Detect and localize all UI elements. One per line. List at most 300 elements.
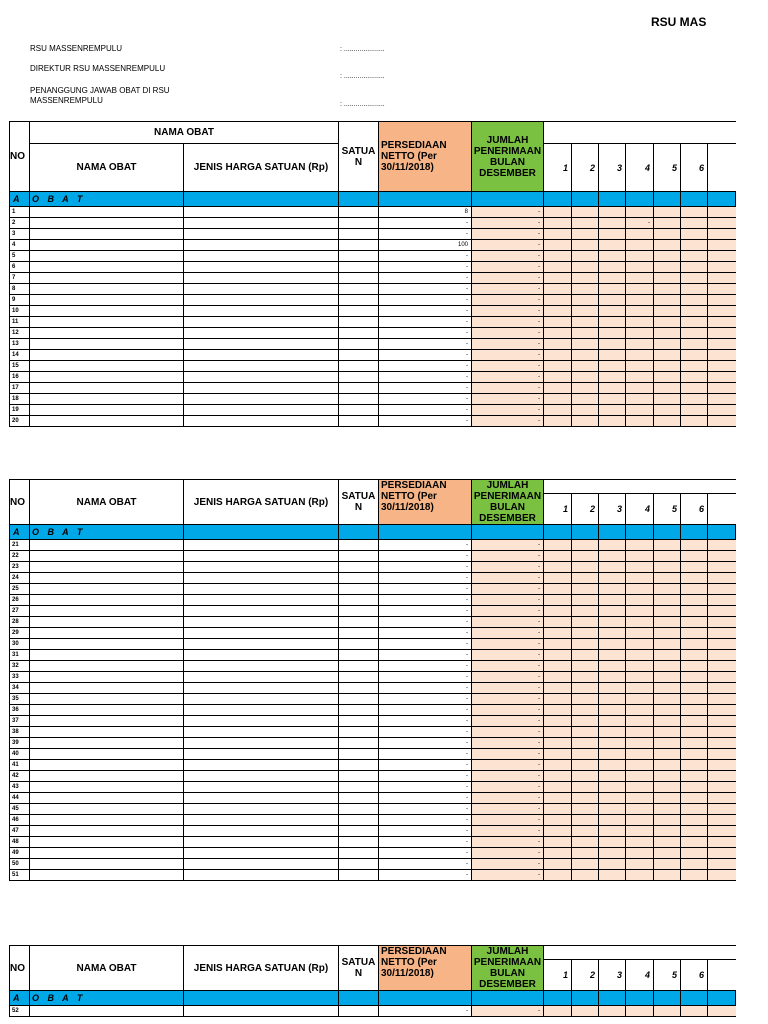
cell-day-7[interactable] bbox=[708, 815, 736, 826]
cell-day-3[interactable] bbox=[599, 672, 626, 683]
cell-day-6[interactable] bbox=[681, 584, 708, 595]
cell-day-2[interactable] bbox=[572, 606, 599, 617]
cell-penerimaan[interactable]: - bbox=[472, 793, 544, 804]
cell-day-2[interactable] bbox=[572, 672, 599, 683]
cell-jenis-harga[interactable] bbox=[184, 361, 339, 372]
cell-day-6[interactable] bbox=[681, 350, 708, 361]
cell-day-4[interactable] bbox=[626, 749, 654, 760]
cell-day-6[interactable] bbox=[681, 394, 708, 405]
cell-day-6[interactable] bbox=[681, 295, 708, 306]
cell-day-6[interactable] bbox=[681, 859, 708, 870]
cell-day-1[interactable] bbox=[544, 760, 572, 771]
cell-day-3[interactable] bbox=[599, 870, 626, 881]
cell-nama-obat[interactable] bbox=[30, 350, 184, 361]
cell-day-6[interactable] bbox=[681, 804, 708, 815]
cell-day-1[interactable] bbox=[544, 1006, 572, 1017]
cell-nama-obat[interactable] bbox=[30, 826, 184, 837]
cell-day-2[interactable] bbox=[572, 716, 599, 727]
cell-day-7[interactable] bbox=[708, 870, 736, 881]
cell-satuan[interactable] bbox=[339, 628, 379, 639]
cell-satuan[interactable] bbox=[339, 738, 379, 749]
cell-penerimaan[interactable]: - bbox=[472, 771, 544, 782]
cell-persediaan[interactable]: - bbox=[379, 350, 472, 361]
cell-jenis-harga[interactable] bbox=[184, 306, 339, 317]
cell-nama-obat[interactable] bbox=[30, 405, 184, 416]
cell-day-2[interactable] bbox=[572, 837, 599, 848]
cell-day-1[interactable] bbox=[544, 683, 572, 694]
cell-penerimaan[interactable]: - bbox=[472, 617, 544, 628]
cell-day-7[interactable] bbox=[708, 295, 736, 306]
cell-nama-obat[interactable] bbox=[30, 848, 184, 859]
cell-persediaan[interactable]: - bbox=[379, 804, 472, 815]
cell-day-7[interactable] bbox=[708, 372, 736, 383]
cell-day-5[interactable] bbox=[654, 306, 681, 317]
cell-penerimaan[interactable]: - bbox=[472, 273, 544, 284]
cell-day-4[interactable] bbox=[626, 837, 654, 848]
cell-day-3[interactable] bbox=[599, 383, 626, 394]
cell-persediaan[interactable]: - bbox=[379, 295, 472, 306]
cell-day-7[interactable] bbox=[708, 540, 736, 551]
cell-day-4[interactable] bbox=[626, 617, 654, 628]
cell-day-5[interactable] bbox=[654, 738, 681, 749]
cell-penerimaan[interactable]: - bbox=[472, 416, 544, 427]
cell-day-1[interactable] bbox=[544, 826, 572, 837]
cell-day-7[interactable] bbox=[708, 650, 736, 661]
cell-day-6[interactable] bbox=[681, 683, 708, 694]
cell-day-3[interactable] bbox=[599, 361, 626, 372]
cell-penerimaan[interactable]: - bbox=[472, 606, 544, 617]
cell-day-2[interactable] bbox=[572, 793, 599, 804]
cell-penerimaan[interactable]: - bbox=[472, 240, 544, 251]
cell-day-6[interactable] bbox=[681, 793, 708, 804]
cell-satuan[interactable] bbox=[339, 562, 379, 573]
cell-day-1[interactable] bbox=[544, 617, 572, 628]
cell-day-3[interactable] bbox=[599, 683, 626, 694]
cell-day-5[interactable] bbox=[654, 540, 681, 551]
cell-day-3[interactable] bbox=[599, 273, 626, 284]
cell-day-6[interactable] bbox=[681, 628, 708, 639]
cell-day-7[interactable] bbox=[708, 606, 736, 617]
cell-persediaan[interactable]: - bbox=[379, 848, 472, 859]
cell-day-6[interactable] bbox=[681, 837, 708, 848]
cell-day-4[interactable]: - bbox=[626, 218, 654, 229]
cell-day-2[interactable] bbox=[572, 826, 599, 837]
cell-jenis-harga[interactable] bbox=[184, 749, 339, 760]
cell-day-4[interactable] bbox=[626, 595, 654, 606]
cell-day-5[interactable] bbox=[654, 650, 681, 661]
cell-day-5[interactable] bbox=[654, 716, 681, 727]
cell-nama-obat[interactable] bbox=[30, 606, 184, 617]
cell-satuan[interactable] bbox=[339, 317, 379, 328]
cell-day-4[interactable] bbox=[626, 295, 654, 306]
cell-day-5[interactable] bbox=[654, 273, 681, 284]
cell-day-6[interactable] bbox=[681, 551, 708, 562]
cell-day-6[interactable] bbox=[681, 782, 708, 793]
cell-jenis-harga[interactable] bbox=[184, 628, 339, 639]
cell-day-2[interactable] bbox=[572, 870, 599, 881]
cell-penerimaan[interactable]: - bbox=[472, 551, 544, 562]
cell-nama-obat[interactable] bbox=[30, 372, 184, 383]
cell-penerimaan[interactable]: - bbox=[472, 815, 544, 826]
cell-day-4[interactable] bbox=[626, 716, 654, 727]
cell-day-3[interactable] bbox=[599, 837, 626, 848]
cell-jenis-harga[interactable] bbox=[184, 848, 339, 859]
cell-satuan[interactable] bbox=[339, 361, 379, 372]
cell-day-6[interactable] bbox=[681, 661, 708, 672]
cell-day-6[interactable] bbox=[681, 815, 708, 826]
cell-day-3[interactable] bbox=[599, 848, 626, 859]
cell-day-3[interactable] bbox=[599, 705, 626, 716]
cell-penerimaan[interactable]: - bbox=[472, 661, 544, 672]
cell-day-5[interactable] bbox=[654, 782, 681, 793]
cell-day-6[interactable] bbox=[681, 738, 708, 749]
cell-day-2[interactable] bbox=[572, 760, 599, 771]
cell-day-7[interactable] bbox=[708, 207, 736, 218]
cell-persediaan[interactable]: - bbox=[379, 551, 472, 562]
cell-jenis-harga[interactable] bbox=[184, 760, 339, 771]
cell-persediaan[interactable]: - bbox=[379, 727, 472, 738]
cell-persediaan[interactable]: - bbox=[379, 306, 472, 317]
cell-day-2[interactable] bbox=[572, 229, 599, 240]
cell-day-7[interactable] bbox=[708, 361, 736, 372]
cell-nama-obat[interactable] bbox=[30, 870, 184, 881]
cell-day-4[interactable] bbox=[626, 727, 654, 738]
cell-day-3[interactable] bbox=[599, 416, 626, 427]
cell-day-3[interactable] bbox=[599, 573, 626, 584]
cell-nama-obat[interactable] bbox=[30, 683, 184, 694]
cell-day-7[interactable] bbox=[708, 551, 736, 562]
cell-day-7[interactable] bbox=[708, 793, 736, 804]
cell-day-4[interactable] bbox=[626, 383, 654, 394]
cell-day-7[interactable] bbox=[708, 229, 736, 240]
cell-day-5[interactable] bbox=[654, 207, 681, 218]
cell-satuan[interactable] bbox=[339, 782, 379, 793]
cell-day-6[interactable] bbox=[681, 306, 708, 317]
cell-satuan[interactable] bbox=[339, 617, 379, 628]
cell-nama-obat[interactable] bbox=[30, 815, 184, 826]
cell-nama-obat[interactable] bbox=[30, 240, 184, 251]
cell-persediaan[interactable]: - bbox=[379, 372, 472, 383]
cell-day-1[interactable] bbox=[544, 551, 572, 562]
cell-day-7[interactable] bbox=[708, 672, 736, 683]
cell-day-2[interactable] bbox=[572, 738, 599, 749]
cell-day-4[interactable] bbox=[626, 251, 654, 262]
cell-penerimaan[interactable]: - bbox=[472, 573, 544, 584]
cell-nama-obat[interactable] bbox=[30, 416, 184, 427]
cell-day-1[interactable] bbox=[544, 361, 572, 372]
cell-day-7[interactable] bbox=[708, 339, 736, 350]
cell-satuan[interactable] bbox=[339, 727, 379, 738]
cell-day-7[interactable] bbox=[708, 782, 736, 793]
cell-day-7[interactable] bbox=[708, 394, 736, 405]
cell-persediaan[interactable]: - bbox=[379, 317, 472, 328]
cell-persediaan[interactable]: - bbox=[379, 859, 472, 870]
cell-day-4[interactable] bbox=[626, 540, 654, 551]
cell-nama-obat[interactable] bbox=[30, 262, 184, 273]
cell-satuan[interactable] bbox=[339, 551, 379, 562]
cell-satuan[interactable] bbox=[339, 207, 379, 218]
cell-day-6[interactable] bbox=[681, 672, 708, 683]
cell-day-5[interactable] bbox=[654, 749, 681, 760]
cell-jenis-harga[interactable] bbox=[184, 551, 339, 562]
cell-day-2[interactable] bbox=[572, 306, 599, 317]
cell-day-5[interactable] bbox=[654, 705, 681, 716]
cell-day-1[interactable] bbox=[544, 584, 572, 595]
cell-day-7[interactable] bbox=[708, 383, 736, 394]
cell-persediaan[interactable]: - bbox=[379, 793, 472, 804]
cell-day-3[interactable] bbox=[599, 694, 626, 705]
cell-day-6[interactable] bbox=[681, 383, 708, 394]
cell-day-2[interactable] bbox=[572, 661, 599, 672]
cell-day-2[interactable] bbox=[572, 251, 599, 262]
cell-satuan[interactable] bbox=[339, 793, 379, 804]
cell-day-5[interactable] bbox=[654, 562, 681, 573]
cell-jenis-harga[interactable] bbox=[184, 317, 339, 328]
cell-day-1[interactable] bbox=[544, 350, 572, 361]
cell-persediaan[interactable]: - bbox=[379, 540, 472, 551]
cell-day-2[interactable] bbox=[572, 782, 599, 793]
cell-jenis-harga[interactable] bbox=[184, 372, 339, 383]
cell-day-1[interactable] bbox=[544, 749, 572, 760]
cell-satuan[interactable] bbox=[339, 540, 379, 551]
cell-day-2[interactable] bbox=[572, 273, 599, 284]
cell-persediaan[interactable]: - bbox=[379, 361, 472, 372]
cell-day-5[interactable] bbox=[654, 672, 681, 683]
cell-day-4[interactable] bbox=[626, 372, 654, 383]
cell-persediaan[interactable]: - bbox=[379, 661, 472, 672]
cell-penerimaan[interactable]: - bbox=[472, 350, 544, 361]
cell-satuan[interactable] bbox=[339, 661, 379, 672]
cell-nama-obat[interactable] bbox=[30, 273, 184, 284]
cell-day-5[interactable] bbox=[654, 551, 681, 562]
cell-nama-obat[interactable] bbox=[30, 584, 184, 595]
cell-penerimaan[interactable]: - bbox=[472, 218, 544, 229]
cell-persediaan[interactable]: - bbox=[379, 760, 472, 771]
cell-jenis-harga[interactable] bbox=[184, 606, 339, 617]
cell-day-7[interactable] bbox=[708, 317, 736, 328]
cell-day-7[interactable] bbox=[708, 350, 736, 361]
cell-day-2[interactable] bbox=[572, 650, 599, 661]
cell-day-2[interactable] bbox=[572, 749, 599, 760]
cell-day-1[interactable] bbox=[544, 738, 572, 749]
cell-day-7[interactable] bbox=[708, 251, 736, 262]
cell-satuan[interactable] bbox=[339, 350, 379, 361]
cell-day-6[interactable] bbox=[681, 705, 708, 716]
cell-day-1[interactable] bbox=[544, 870, 572, 881]
cell-jenis-harga[interactable] bbox=[184, 229, 339, 240]
cell-day-2[interactable] bbox=[572, 317, 599, 328]
cell-day-4[interactable] bbox=[626, 317, 654, 328]
cell-day-5[interactable] bbox=[654, 628, 681, 639]
cell-penerimaan[interactable]: - bbox=[472, 870, 544, 881]
cell-satuan[interactable] bbox=[339, 639, 379, 650]
cell-day-1[interactable] bbox=[544, 639, 572, 650]
cell-satuan[interactable] bbox=[339, 394, 379, 405]
cell-day-6[interactable] bbox=[681, 727, 708, 738]
cell-day-2[interactable] bbox=[572, 339, 599, 350]
cell-day-4[interactable] bbox=[626, 793, 654, 804]
cell-day-1[interactable] bbox=[544, 661, 572, 672]
cell-penerimaan[interactable]: - bbox=[472, 383, 544, 394]
cell-day-2[interactable] bbox=[572, 683, 599, 694]
cell-day-6[interactable] bbox=[681, 317, 708, 328]
cell-day-7[interactable] bbox=[708, 562, 736, 573]
cell-day-6[interactable] bbox=[681, 328, 708, 339]
cell-penerimaan[interactable]: - bbox=[472, 738, 544, 749]
cell-day-7[interactable] bbox=[708, 826, 736, 837]
cell-persediaan[interactable]: - bbox=[379, 771, 472, 782]
cell-persediaan[interactable]: - bbox=[379, 562, 472, 573]
cell-day-3[interactable] bbox=[599, 606, 626, 617]
cell-day-3[interactable] bbox=[599, 350, 626, 361]
cell-day-3[interactable] bbox=[599, 328, 626, 339]
cell-day-3[interactable] bbox=[599, 760, 626, 771]
cell-jenis-harga[interactable] bbox=[184, 573, 339, 584]
cell-day-2[interactable] bbox=[572, 694, 599, 705]
cell-nama-obat[interactable] bbox=[30, 317, 184, 328]
cell-day-5[interactable] bbox=[654, 584, 681, 595]
cell-day-1[interactable] bbox=[544, 207, 572, 218]
cell-day-5[interactable] bbox=[654, 870, 681, 881]
cell-jenis-harga[interactable] bbox=[184, 793, 339, 804]
cell-day-4[interactable] bbox=[626, 229, 654, 240]
cell-jenis-harga[interactable] bbox=[184, 328, 339, 339]
cell-day-5[interactable] bbox=[654, 573, 681, 584]
cell-day-4[interactable] bbox=[626, 870, 654, 881]
cell-nama-obat[interactable] bbox=[30, 339, 184, 350]
cell-day-6[interactable] bbox=[681, 694, 708, 705]
cell-penerimaan[interactable]: - bbox=[472, 650, 544, 661]
cell-day-5[interactable] bbox=[654, 694, 681, 705]
cell-satuan[interactable] bbox=[339, 804, 379, 815]
cell-day-6[interactable] bbox=[681, 1006, 708, 1017]
cell-satuan[interactable] bbox=[339, 694, 379, 705]
cell-satuan[interactable] bbox=[339, 416, 379, 427]
cell-persediaan[interactable]: - bbox=[379, 405, 472, 416]
cell-day-6[interactable] bbox=[681, 416, 708, 427]
cell-jenis-harga[interactable] bbox=[184, 727, 339, 738]
cell-nama-obat[interactable] bbox=[30, 617, 184, 628]
cell-day-3[interactable] bbox=[599, 262, 626, 273]
cell-nama-obat[interactable] bbox=[30, 573, 184, 584]
cell-day-6[interactable] bbox=[681, 218, 708, 229]
cell-penerimaan[interactable]: - bbox=[472, 628, 544, 639]
cell-day-4[interactable] bbox=[626, 562, 654, 573]
cell-nama-obat[interactable] bbox=[30, 749, 184, 760]
cell-day-7[interactable] bbox=[708, 628, 736, 639]
cell-persediaan[interactable]: 100 bbox=[379, 240, 472, 251]
cell-jenis-harga[interactable] bbox=[184, 1006, 339, 1017]
cell-satuan[interactable] bbox=[339, 595, 379, 606]
cell-penerimaan[interactable]: - bbox=[472, 672, 544, 683]
cell-jenis-harga[interactable] bbox=[184, 394, 339, 405]
cell-persediaan[interactable]: - bbox=[379, 683, 472, 694]
cell-penerimaan[interactable]: - bbox=[472, 295, 544, 306]
cell-nama-obat[interactable] bbox=[30, 1006, 184, 1017]
cell-jenis-harga[interactable] bbox=[184, 650, 339, 661]
cell-penerimaan[interactable]: - bbox=[472, 306, 544, 317]
cell-day-1[interactable] bbox=[544, 782, 572, 793]
cell-nama-obat[interactable] bbox=[30, 218, 184, 229]
cell-persediaan[interactable]: - bbox=[379, 284, 472, 295]
cell-day-6[interactable] bbox=[681, 262, 708, 273]
cell-day-2[interactable] bbox=[572, 405, 599, 416]
cell-day-2[interactable] bbox=[572, 394, 599, 405]
cell-persediaan[interactable]: - bbox=[379, 251, 472, 262]
cell-day-2[interactable] bbox=[572, 727, 599, 738]
cell-day-1[interactable] bbox=[544, 606, 572, 617]
cell-day-2[interactable] bbox=[572, 617, 599, 628]
cell-satuan[interactable] bbox=[339, 650, 379, 661]
cell-day-7[interactable] bbox=[708, 218, 736, 229]
cell-nama-obat[interactable] bbox=[30, 628, 184, 639]
cell-nama-obat[interactable] bbox=[30, 738, 184, 749]
cell-nama-obat[interactable] bbox=[30, 562, 184, 573]
cell-day-6[interactable] bbox=[681, 760, 708, 771]
cell-penerimaan[interactable]: - bbox=[472, 405, 544, 416]
cell-jenis-harga[interactable] bbox=[184, 540, 339, 551]
cell-day-6[interactable] bbox=[681, 848, 708, 859]
cell-jenis-harga[interactable] bbox=[184, 251, 339, 262]
cell-day-1[interactable] bbox=[544, 339, 572, 350]
cell-jenis-harga[interactable] bbox=[184, 771, 339, 782]
cell-day-2[interactable] bbox=[572, 372, 599, 383]
cell-day-4[interactable] bbox=[626, 815, 654, 826]
cell-persediaan[interactable]: - bbox=[379, 229, 472, 240]
cell-day-1[interactable] bbox=[544, 650, 572, 661]
cell-nama-obat[interactable] bbox=[30, 383, 184, 394]
cell-persediaan[interactable]: - bbox=[379, 782, 472, 793]
cell-day-4[interactable] bbox=[626, 782, 654, 793]
cell-day-4[interactable] bbox=[626, 551, 654, 562]
cell-nama-obat[interactable] bbox=[30, 328, 184, 339]
cell-day-3[interactable] bbox=[599, 295, 626, 306]
cell-day-2[interactable] bbox=[572, 639, 599, 650]
cell-day-5[interactable] bbox=[654, 595, 681, 606]
cell-day-5[interactable] bbox=[654, 727, 681, 738]
cell-day-4[interactable] bbox=[626, 573, 654, 584]
cell-day-4[interactable] bbox=[626, 804, 654, 815]
cell-day-7[interactable] bbox=[708, 727, 736, 738]
cell-satuan[interactable] bbox=[339, 218, 379, 229]
cell-nama-obat[interactable] bbox=[30, 295, 184, 306]
cell-day-2[interactable] bbox=[572, 628, 599, 639]
cell-jenis-harga[interactable] bbox=[184, 405, 339, 416]
cell-persediaan[interactable]: - bbox=[379, 815, 472, 826]
cell-day-7[interactable] bbox=[708, 804, 736, 815]
cell-penerimaan[interactable]: - bbox=[472, 705, 544, 716]
cell-day-4[interactable] bbox=[626, 859, 654, 870]
cell-satuan[interactable] bbox=[339, 273, 379, 284]
cell-satuan[interactable] bbox=[339, 306, 379, 317]
cell-penerimaan[interactable]: - bbox=[472, 683, 544, 694]
cell-satuan[interactable] bbox=[339, 606, 379, 617]
cell-day-6[interactable] bbox=[681, 749, 708, 760]
cell-day-5[interactable] bbox=[654, 859, 681, 870]
cell-jenis-harga[interactable] bbox=[184, 705, 339, 716]
cell-persediaan[interactable]: - bbox=[379, 738, 472, 749]
cell-day-2[interactable] bbox=[572, 295, 599, 306]
cell-day-7[interactable] bbox=[708, 262, 736, 273]
cell-satuan[interactable] bbox=[339, 229, 379, 240]
cell-satuan[interactable] bbox=[339, 705, 379, 716]
cell-penerimaan[interactable]: - bbox=[472, 826, 544, 837]
cell-penerimaan[interactable]: - bbox=[472, 694, 544, 705]
cell-penerimaan[interactable]: - bbox=[472, 394, 544, 405]
cell-day-3[interactable] bbox=[599, 240, 626, 251]
cell-day-2[interactable] bbox=[572, 361, 599, 372]
cell-nama-obat[interactable] bbox=[30, 837, 184, 848]
